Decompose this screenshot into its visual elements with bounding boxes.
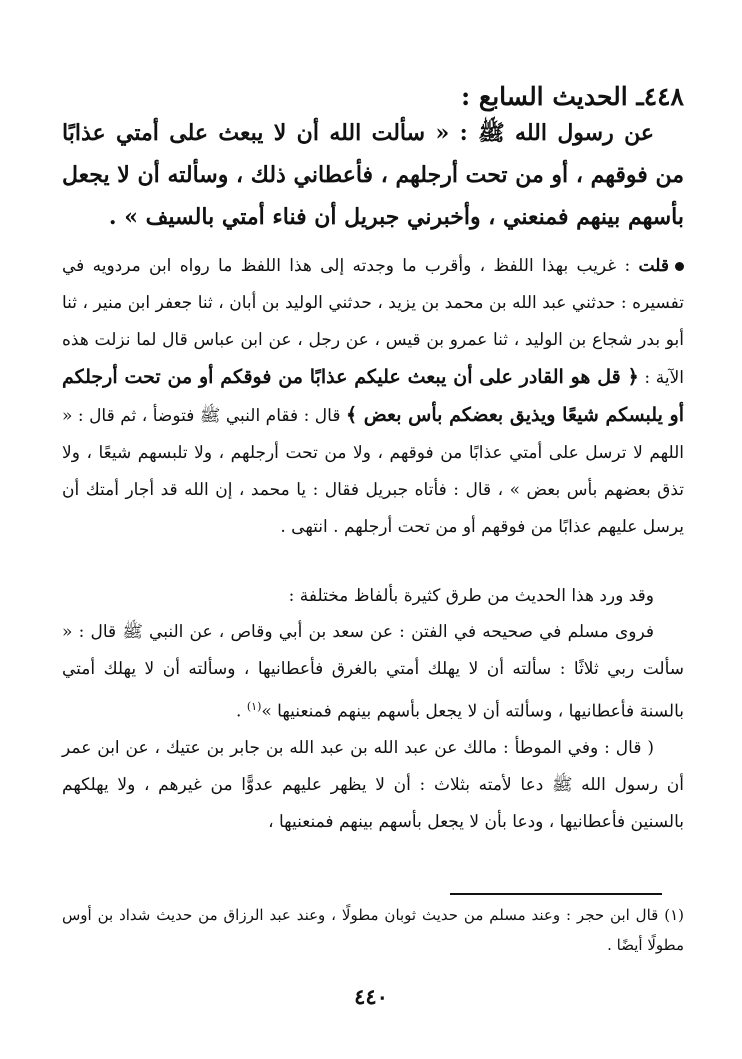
- footnote: [62, 900, 684, 960]
- footnote-divider: [450, 893, 662, 895]
- paragraph-transition: [62, 578, 684, 615]
- commentary-lead: قلت: [638, 256, 669, 276]
- commentary-paragraph: [62, 248, 684, 546]
- commentary-part1: : غريب بهذا اللفظ ، وأقرب ما وجدته إلى هذا اللفظ ما رواه ابن مردويه في تفسيره : حدثني عبد الله بن محمد بن يزيد ، حدثني الوليد بن أبان ، ثنا جعفر ابن منير ، ثنا أبو بدر شجاع بن الوليد ، ثنا عمرو بن قيس ، عن رجل ، عن ابن عباس قال لما نزلت هذه الآية :: [62, 256, 684, 388]
- hadith-heading-text: ٤٤٨ـ الحديث السابع :: [460, 82, 684, 111]
- hadith-heading: [62, 78, 684, 116]
- paragraph3-text: فروى مسلم في صحيحه في الفتن : عن سعد بن أبي وقاص ، عن النبي ﷺ قال : « سألت ربي ثلاثًا : سألته أن لا يهلك أمتي بالغرق فأعطانيها ، وسألته أن لا يهلك أمتي بالسنة فأعطانيها ، وسألته أن لا يجعل بأسهم بينهم فمنعنيها »: [62, 622, 684, 722]
- quran-verse: ﴿ قل هو القادر على أن يبعث عليكم عذابًا من فوقكم أو من تحت أرجلكم أو يلبسكم شيعًا ويذيق بعضكم بأس بعض ﴾: [62, 366, 684, 426]
- bullet-icon: [675, 262, 684, 271]
- footnote-text: قال ابن حجر : وعند مسلم من حديث ثوبان مطولًا ، وعند عبد الرزاق من حديث شداد بن أوس مطولًا أيضًا .: [62, 906, 684, 954]
- hadith-text: [62, 112, 684, 238]
- paragraph-muslim: [62, 614, 684, 731]
- page-number: ٤٤٠: [354, 984, 388, 1009]
- paragraph4-text: ( قال : وفي الموطأ : مالك عن عبد الله بن عبد الله بن جابر بن عتيك ، عن ابن عمر أن رسول الله ﷺ دعا لأمته بثلاث : أن لا يظهر عليهم عدوًّا من غيرهم ، ولا يهلكهم بالسنين فأعطانيها ، ودعا بأن لا يجعل بأسهم بينهم فمنعنيها ،: [62, 738, 684, 832]
- paragraph2-text: وقد ورد هذا الحديث من طرق كثيرة بألفاظ مختلفة :: [288, 586, 654, 606]
- commentary-part2: قال : فقام النبي ﷺ فتوضأ ، ثم قال : « اللهم لا ترسل على أمتي عذابًا من فوقهم ، ولا من تحت أرجلهم ، ولا تلبسهم شيعًا ، ولا تذق بعضهم بأس بعض » ، قال : فأتاه جبريل فقال : يا محمد ، إن الله قد أجار أمتك أن يرسل عليهم عذابًا من فوقهم أو من تحت أرجلهم . انتهى .: [62, 406, 684, 537]
- paragraph3-end: .: [236, 701, 247, 722]
- paragraph-muwatta: [62, 730, 684, 841]
- footnote-reference[interactable]: (١): [246, 700, 262, 713]
- hadith-body-text: عن رسول الله ﷺ : « سألت الله أن لا يبعث على أمتي عذابًا من فوقهم ، أو من تحت أرجلهم ، فأعطاني ذلك ، وسألته أن لا يجعل بأسهم بينهم فمنعني ، وأخبرني جبريل أن فناء أمتي بالسيف » .: [62, 120, 684, 230]
- footnote-marker: (١): [664, 906, 684, 924]
